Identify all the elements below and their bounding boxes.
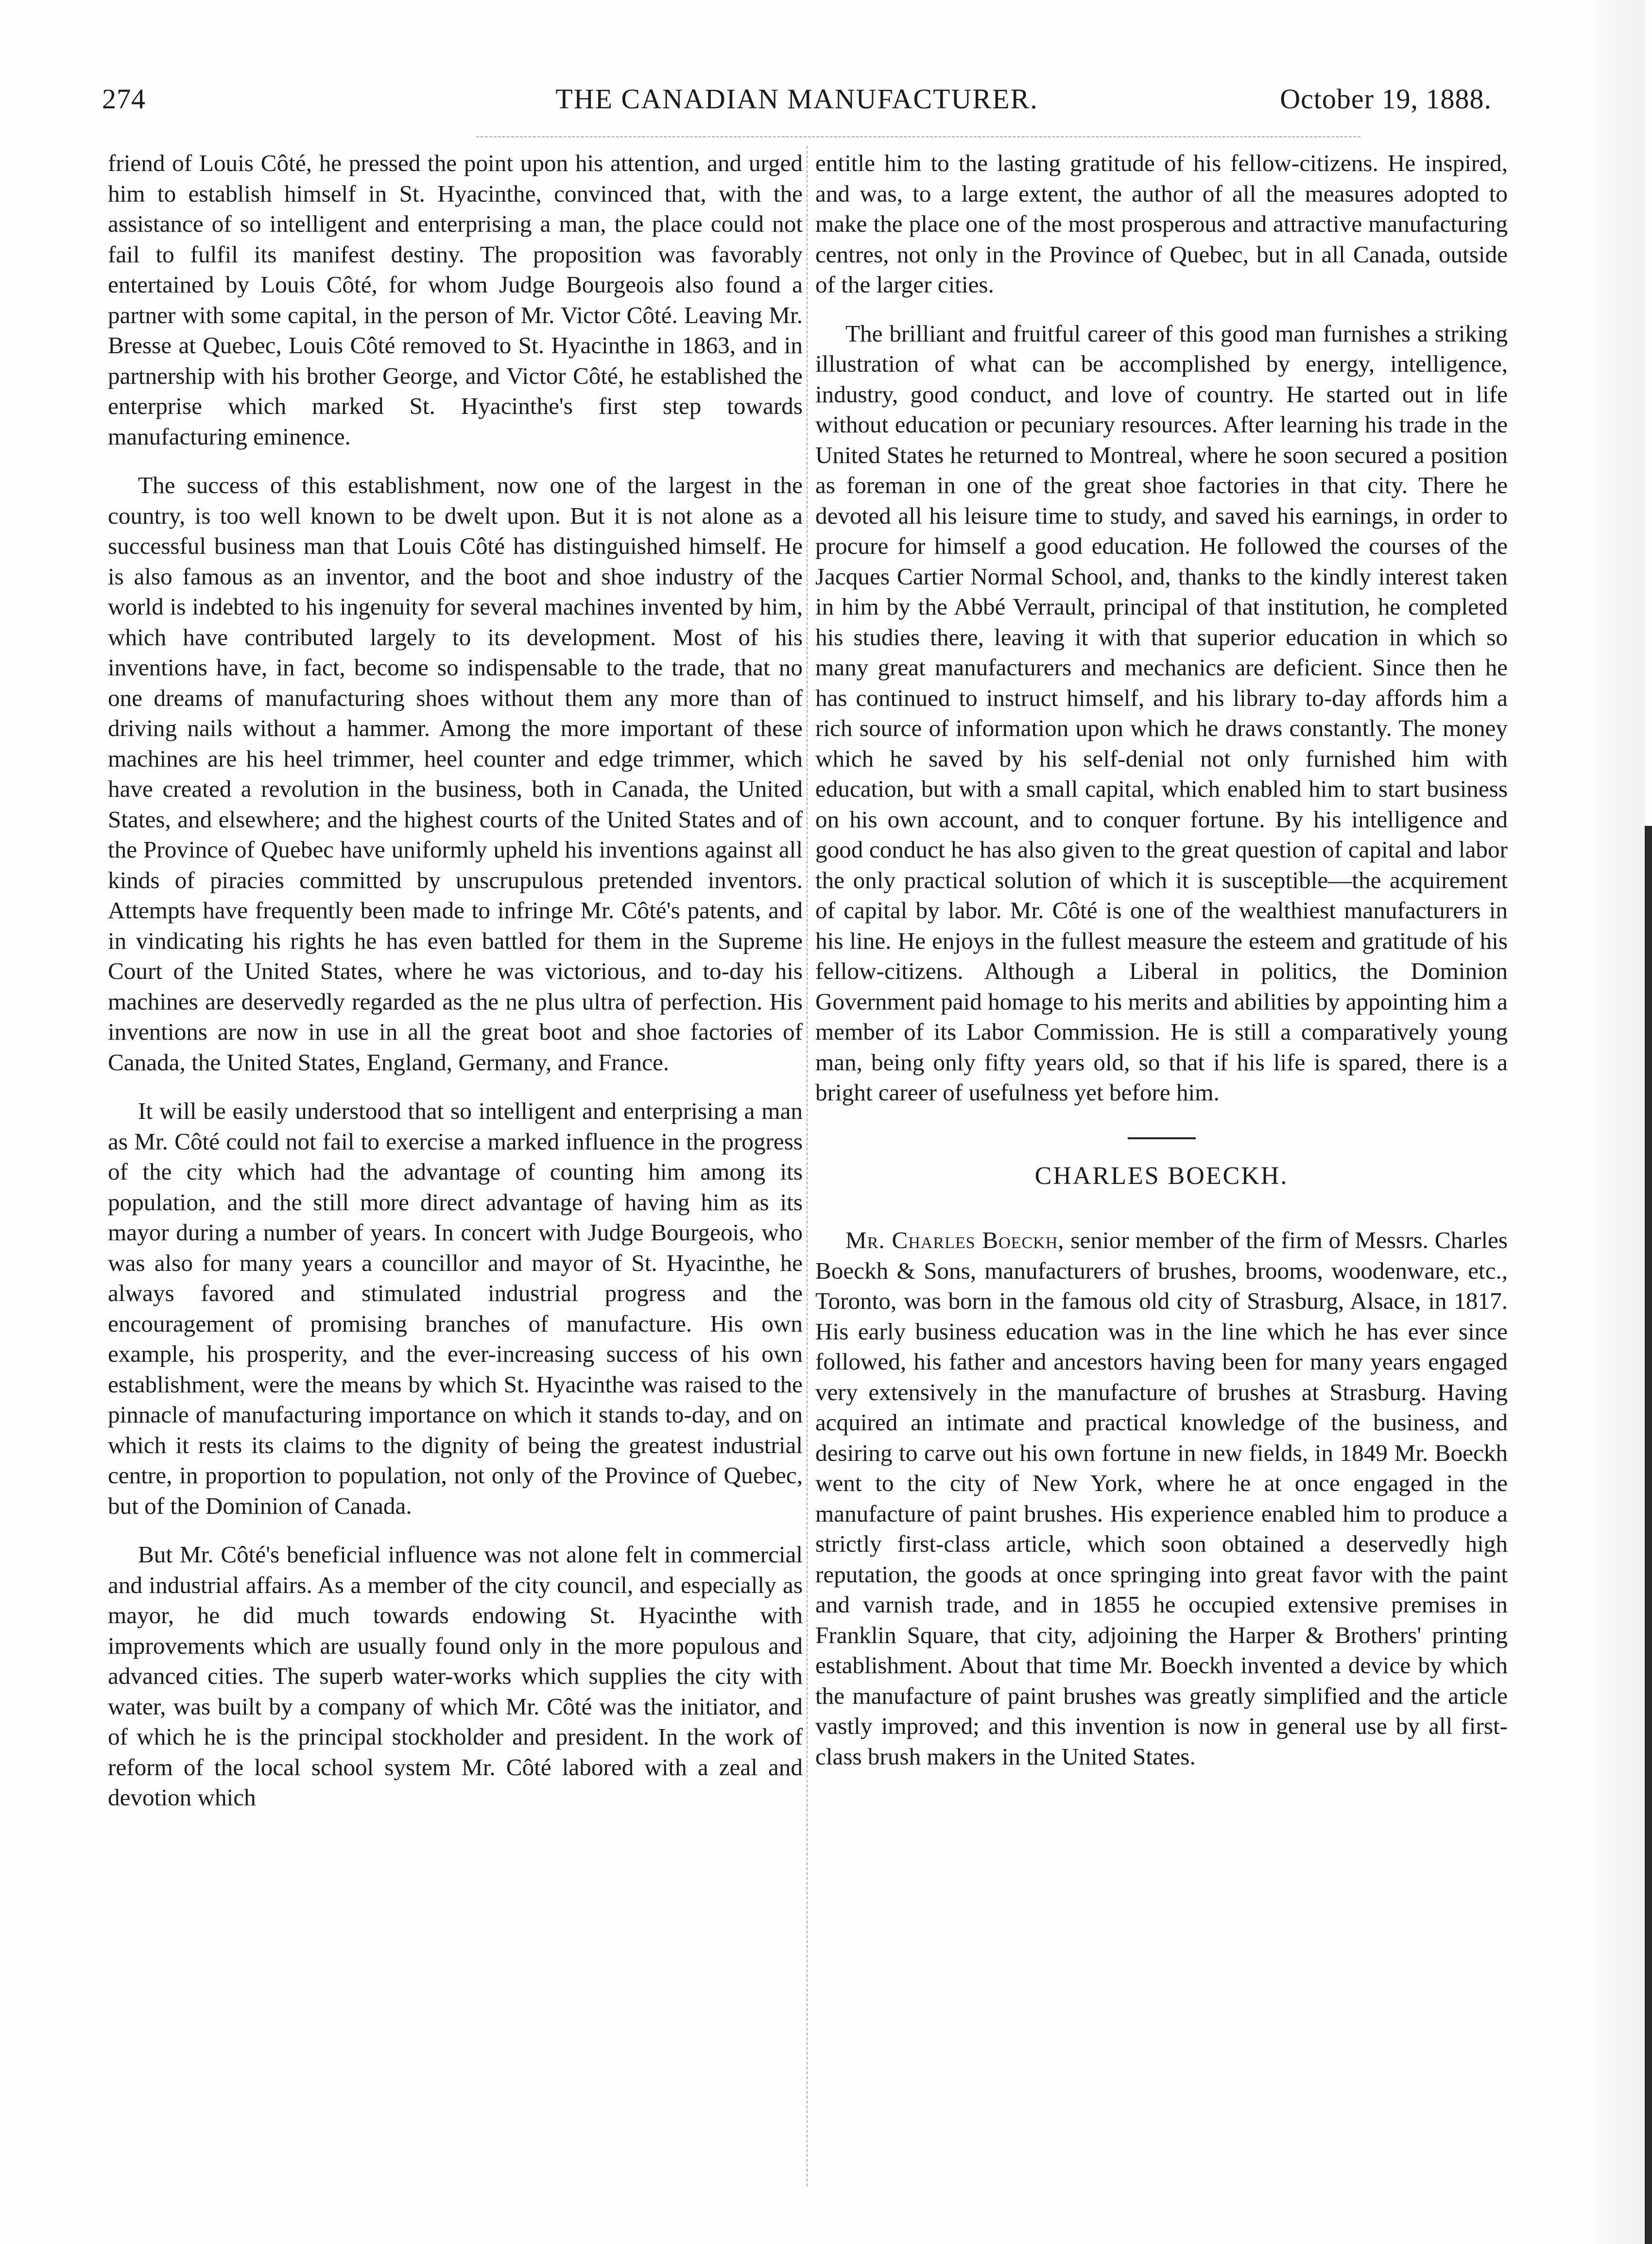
column-divider [807, 146, 808, 2186]
right-column [815, 148, 1508, 1772]
binding-edge [1645, 826, 1652, 2244]
publication-title: THE CANADIAN MANUFACTURER. [555, 83, 1038, 115]
paragraph: friend of Louis Côté, he pressed the point upon his attention, and urged him to establish himself in St. Hyacinthe, convinced that, with the assistance of so intelligent and enterprising a man, the place could not fail to fulfil its manifest destiny. The proposition was favorably entertained by Louis Côté, for whom Judge Bourgeois also found a partner with some capital, in the person of Mr. Victor Côté. Leaving Mr. Bresse at Quebec, Louis Côté removed to St. Hyacinthe in 1863, and in partnership with his brother George, and Victor Côté, he established the enterprise which marked St. Hyacinthe's first step towards manufacturing eminence. [108, 150, 803, 450]
section-paragraph [815, 1225, 1508, 1772]
paragraph: It will be easily understood that so intelligent and enterprising a man as Mr. Côté could not fail to exercise a marked influence in the progress of the city which had the advantage of counting him among its population, and the still more direct advantage of having him as its mayor during a number of years. In concert with Judge Bourgeois, who was also for many years a councillor and mayor of St. Hyacinthe, he always favored and stimulated industrial progress and the encouragement of promising branches of manufacture. His own example, his prosperity, and the ever-increasing success of his own establishment, were the means by which St. Hyacinthe was raised to the pinnacle of manufacturing importance on which it stands to-day, and on which it rests its claims to the dignity of being the greatest industrial centre, in proportion to population, not only of the Province of Quebec, but of the Dominion of Canada. [108, 1097, 803, 1519]
paragraph: The brilliant and fruitful career of this good man furnishes a striking illustration of what can be accomplished by energy, intelligence, industry, good conduct, and love of country. He started out in life without education or pecuniary resources. After learning his trade in the United States he returned to Montreal, where he soon secured a position as foreman in one of the great shoe factories in that city. There he devoted all his leisure time to study, and saved his earnings, in order to procure for himself a good education. He followed the courses of the Jacques Cartier Normal School, and, thanks to the kindly interest taken in him by the Abbé Verrault, principal of that institution, he completed his studies there, leaving it with that superior education in which so many great manufacturers and mechanics are deficient. Since then he has continued to instruct himself, and his library to-day affords him a rich source of information upon which he draws constantly. The money which he saved by his self-denial not only furnished him with education, but with a small capital, which enabled him to start business on his own account, and to conquer fortune. By his intelligence and good conduct he has also given to the great question of capital and labor the only practical solution of which it is susceptible—the acquirement of capital by labor. Mr. Côté is one of the wealthiest manufacturers in his line. He enjoys in the fullest measure the esteem and gratitude of his fellow-citizens. Although a Liberal in politics, the Dominion Government paid homage to his merits and abilities by appointing him a member of its Labor Commission. He is still a comparatively young man, being only fifty years old, so that if his life is spared, there is a bright career of usefulness yet before him. [815, 320, 1508, 1106]
left-column [108, 148, 803, 1813]
issue-date: October 19, 1888. [1280, 83, 1492, 115]
page-header [102, 83, 1492, 126]
binding-shadow [1584, 0, 1645, 2244]
paragraph: But Mr. Côté's beneficial influence was not alone felt in commercial and industrial affairs. As a member of the city council, and especially as mayor, he did much towards endowing St. Hyacinthe with improvements which are usually found only in the more populous and advanced cities. The superb water-works which supplies the city with water, was built by a company of which Mr. Côté was the initiator, and of which he is the principal stockholder and president. In the work of reform of the local school system Mr. Côté labored with a zeal and devotion which [108, 1541, 803, 1811]
paragraph: entitle him to the lasting gratitude of his fellow-citizens. He inspired, and was, to a large extent, the author of all the measures adopted to make the place one of the most prosperous and attractive manufacturing centres, not only in the Province of Quebec, but in all Canada, outside of the larger cities. [815, 150, 1508, 298]
section-body: senior member of the firm of Messrs. Charles Boeckh & Sons, manufacturers of brushes, brooms, woodenware, etc., Toronto, was born in the famous old city of Strasburg, Alsace, in 1817. His early business education was in the line which he has ever since followed, his father and ancestors having been for many years engaged very extensively in the manufacture of brushes at Strasburg. Having acquired an intimate and practical knowledge of the business, and desiring to carve out his own fortune in new fields, in 1849 Mr. Boeckh went to the city of New York, where he at once engaged in the manufacture of paint brushes. His experience enabled him to produce a strictly first-class article, which soon obtained a deservedly high reputation, the goods at once springing into great favor with the paint and varnish trade, and in 1855 he occupied extensive premises in Franklin Square, that city, adjoining the Harper & Brothers' printing establishment. About that time Mr. Boeckh invented a device by which the manufacture of paint brushes was greatly simplified and the article vastly improved; and this invention is now in general use by all first-class brush makers in the United States. [815, 1227, 1508, 1770]
section-lead: Mr. Charles Boeckh, [845, 1227, 1065, 1253]
header-rule [476, 136, 1360, 137]
paragraph: The success of this establishment, now one of the largest in the country, is too well known to be dwelt upon. But it is not alone as a successful business man that Louis Côté has distinguished himself. He is also famous as an inventor, and the boot and shoe industry of the world is indebted to his ingenuity for several machines invented by him, which have contributed largely to its development. Most of his inventions have, in fact, become so indispensable to the trade, that no one dreams of manufacturing shoes without them any more than of driving nails without a hammer. Among the more important of these machines are his heel trimmer, heel counter and edge trimmer, which have created a revolution in the business, both in Canada, the United States, and elsewhere; and the highest courts of the United States and of the Province of Quebec have uniformly upheld his inventions against all kinds of piracies committed by unscrupulous pretended inventors. Attempts have frequently been made to infringe Mr. Côté's patents, and in vindicating his rights he has even battled for them in the Supreme Court of the United States, where he was victorious, and to-day his machines are deservedly regarded as the ne plus ultra of perfection. His inventions are now in use in all the great boot and shoe factories of Canada, the United States, England, Germany, and France. [108, 472, 803, 1076]
section-heading: CHARLES BOECKH. [1034, 1162, 1289, 1190]
section-separator [1128, 1137, 1196, 1139]
page-number: 274 [102, 83, 146, 115]
